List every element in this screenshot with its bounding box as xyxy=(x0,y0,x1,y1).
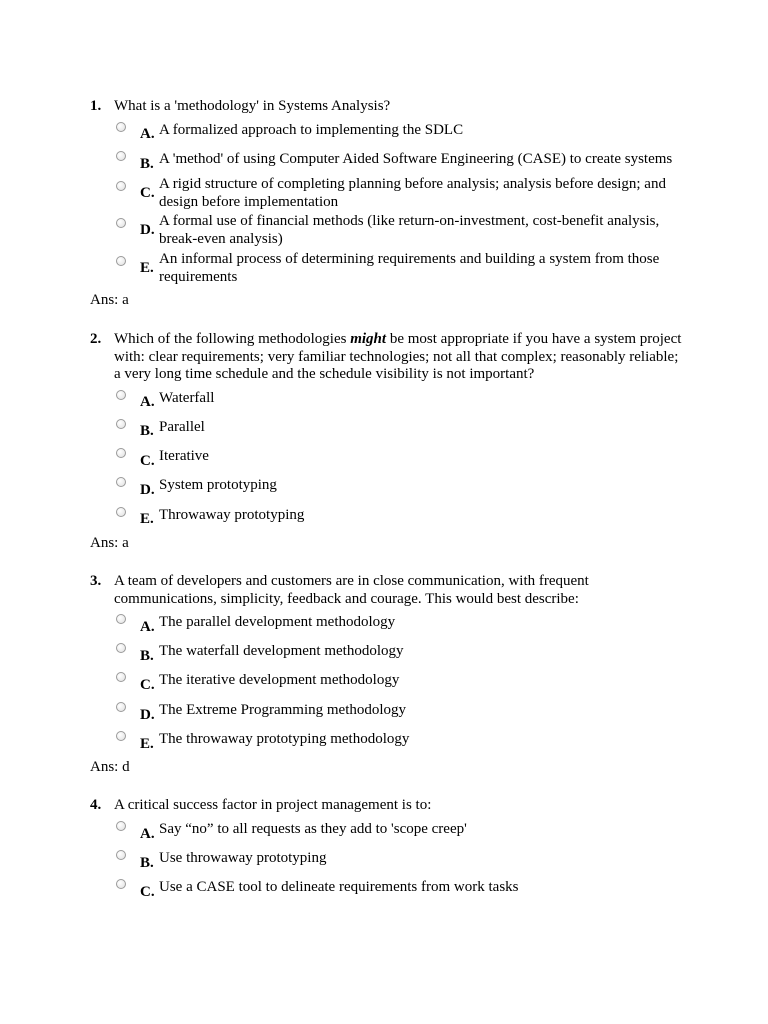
option-text: The Extreme Programming methodology xyxy=(159,702,407,718)
option-text: Parallel xyxy=(159,419,205,435)
radio-button[interactable] xyxy=(116,850,126,860)
emphasis-text: might xyxy=(350,331,387,347)
option-text: A 'method' of using Computer Aided Software Engineering (CASE) to create systems xyxy=(159,151,673,167)
question-number: 2. xyxy=(90,331,102,347)
radio-button[interactable] xyxy=(116,702,126,712)
option-text: Say “no” to all requests as they add to 'scope creep' xyxy=(159,821,467,837)
radio-button[interactable] xyxy=(116,151,126,161)
radio-button[interactable] xyxy=(116,614,126,624)
radio-button[interactable] xyxy=(116,448,126,458)
radio-button[interactable] xyxy=(116,643,126,653)
question-number: 4. xyxy=(90,797,102,813)
option-letter: E. xyxy=(140,736,154,752)
question-text: Which of the following methodologies might be most appropriate if you have a system project with: clear requirements; very familiar technologies; not all that complex; reasonably reliable; a very long time schedule and the schedule visibility is not important? xyxy=(114,331,682,382)
option-letter: D. xyxy=(140,482,155,498)
answer-1: Ans: a xyxy=(90,292,129,308)
option-letter: C. xyxy=(140,185,155,201)
option-text: The iterative development methodology xyxy=(159,672,400,688)
option-text: An informal process of determining requirements and building a system from those requirements xyxy=(159,251,660,285)
option-letter: B. xyxy=(140,855,154,871)
option-letter: A. xyxy=(140,619,155,635)
option-text: A formal use of financial methods (like return-on-investment, cost-benefit analysis, break-even analysis) xyxy=(159,213,660,247)
radio-button[interactable] xyxy=(116,390,126,400)
option-text: The parallel development methodology xyxy=(159,614,396,630)
radio-button[interactable] xyxy=(116,821,126,831)
option-letter: A. xyxy=(140,826,155,842)
option-text: Waterfall xyxy=(159,390,215,406)
option-text: Use throwaway prototyping xyxy=(159,850,327,866)
option-text: The throwaway prototyping methodology xyxy=(159,731,410,747)
radio-button[interactable] xyxy=(116,419,126,429)
question-text: A critical success factor in project management is to: xyxy=(114,797,432,813)
option-text: Throwaway prototyping xyxy=(159,507,305,523)
answer-3: Ans: d xyxy=(90,759,130,775)
question-text: What is a 'methodology' in Systems Analysis? xyxy=(114,98,391,114)
option-letter: B. xyxy=(140,423,154,439)
option-text: System prototyping xyxy=(159,477,277,493)
option-letter: B. xyxy=(140,156,154,172)
option-text: Iterative xyxy=(159,448,209,464)
option-text: The waterfall development methodology xyxy=(159,643,404,659)
radio-button[interactable] xyxy=(116,731,126,741)
radio-button[interactable] xyxy=(116,218,126,228)
option-letter: C. xyxy=(140,453,155,469)
option-letter: D. xyxy=(140,222,155,238)
option-text: A rigid structure of completing planning before analysis; analysis before design; and design before implementation xyxy=(159,176,666,210)
option-text: A formalized approach to implementing the SDLC xyxy=(159,122,464,138)
option-letter: B. xyxy=(140,648,154,664)
radio-button[interactable] xyxy=(116,477,126,487)
answer-2: Ans: a xyxy=(90,535,129,551)
radio-button[interactable] xyxy=(116,181,126,191)
option-letter: A. xyxy=(140,126,155,142)
option-letter: C. xyxy=(140,677,155,693)
option-letter: D. xyxy=(140,707,155,723)
option-letter: C. xyxy=(140,884,155,900)
radio-button[interactable] xyxy=(116,672,126,682)
question-number: 1. xyxy=(90,98,102,114)
option-letter: A. xyxy=(140,394,155,410)
option-text: Use a CASE tool to delineate requirements from work tasks xyxy=(159,879,519,895)
radio-button[interactable] xyxy=(116,256,126,266)
radio-button[interactable] xyxy=(116,122,126,132)
option-letter: E. xyxy=(140,511,154,527)
radio-button[interactable] xyxy=(116,879,126,889)
option-letter: E. xyxy=(140,260,154,276)
radio-button[interactable] xyxy=(116,507,126,517)
question-number: 3. xyxy=(90,573,102,589)
question-text: A team of developers and customers are in close communication, with frequent communications, simplicity, feedback and courage. This would best describe: xyxy=(114,573,589,607)
